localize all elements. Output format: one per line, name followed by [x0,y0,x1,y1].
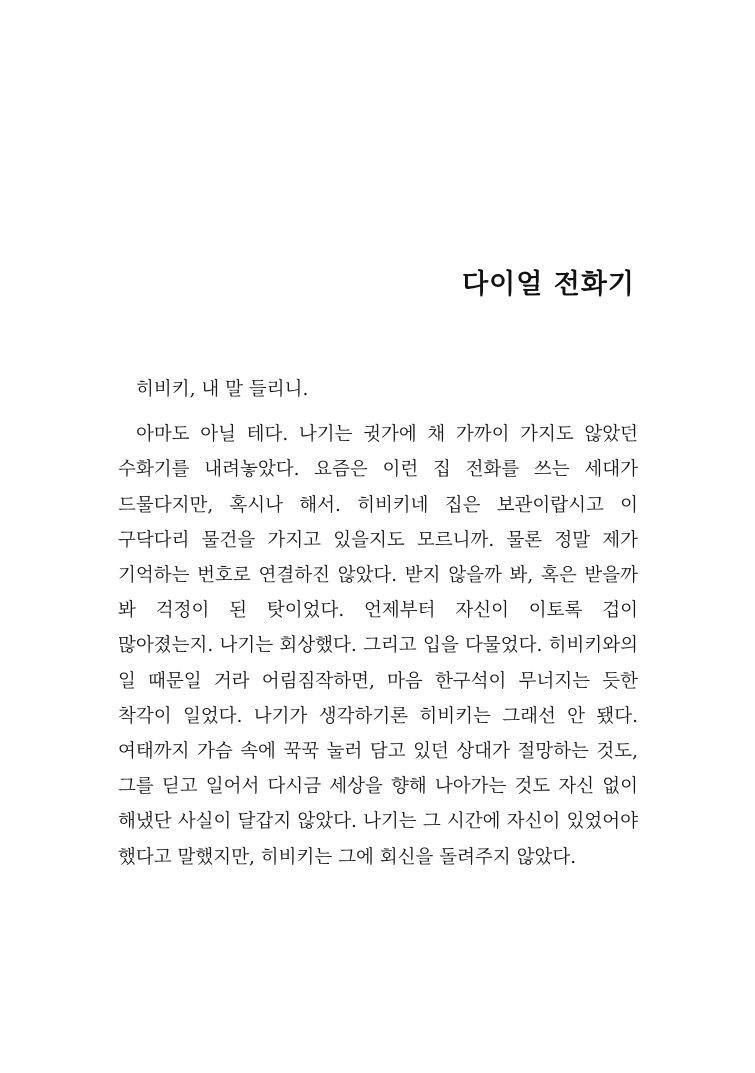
body-text [118,372,638,875]
paragraph-2: 아마도 아닐 테다. 나기는 귓가에 채 가까이 가지도 않았던 수화기를 내려놓았다. 요즘은 이런 집 전화를 쓰는 세대가 드물다지만, 혹시나 해서. 히비키네 집은 보관이랍시고 이 구닥다리 물건을 가지고 있을지도 모르니까. 물론 정말 제가 기억하는 번호로 연결하진 않았다. 받지 않을까 봐, 혹은 받을까 봐 걱정이 된 탓이었다. 언제부터 자신이 이토록 겁이 많아졌는지. 나기는 회상했다. 그리고 입을 다물었다. 히비키와의 일 때문일 거라 어림짐작하면, 마음 한구석이 무너지는 듯한 착각이 일었다. 나기가 생각하기론 히비키는 그래선 안 됐다. 여태까지 가슴 속에 꾹꾹 눌러 담고 있던 상대가 절망하는 것도, 그를 딛고 일어서 다시금 세상을 향해 나아가는 것도 자신 없이 해냈단 사실이 달갑지 않았다. 나기는 그 시간에 자신이 있었어야 했다고 말했지만, 히비키는 그에 회신을 돌려주지 않았다. [118,424,638,868]
paragraph-1: 히비키, 내 말 들리니. [136,379,309,400]
chapter-title: 다이얼 전화기 [462,269,635,300]
